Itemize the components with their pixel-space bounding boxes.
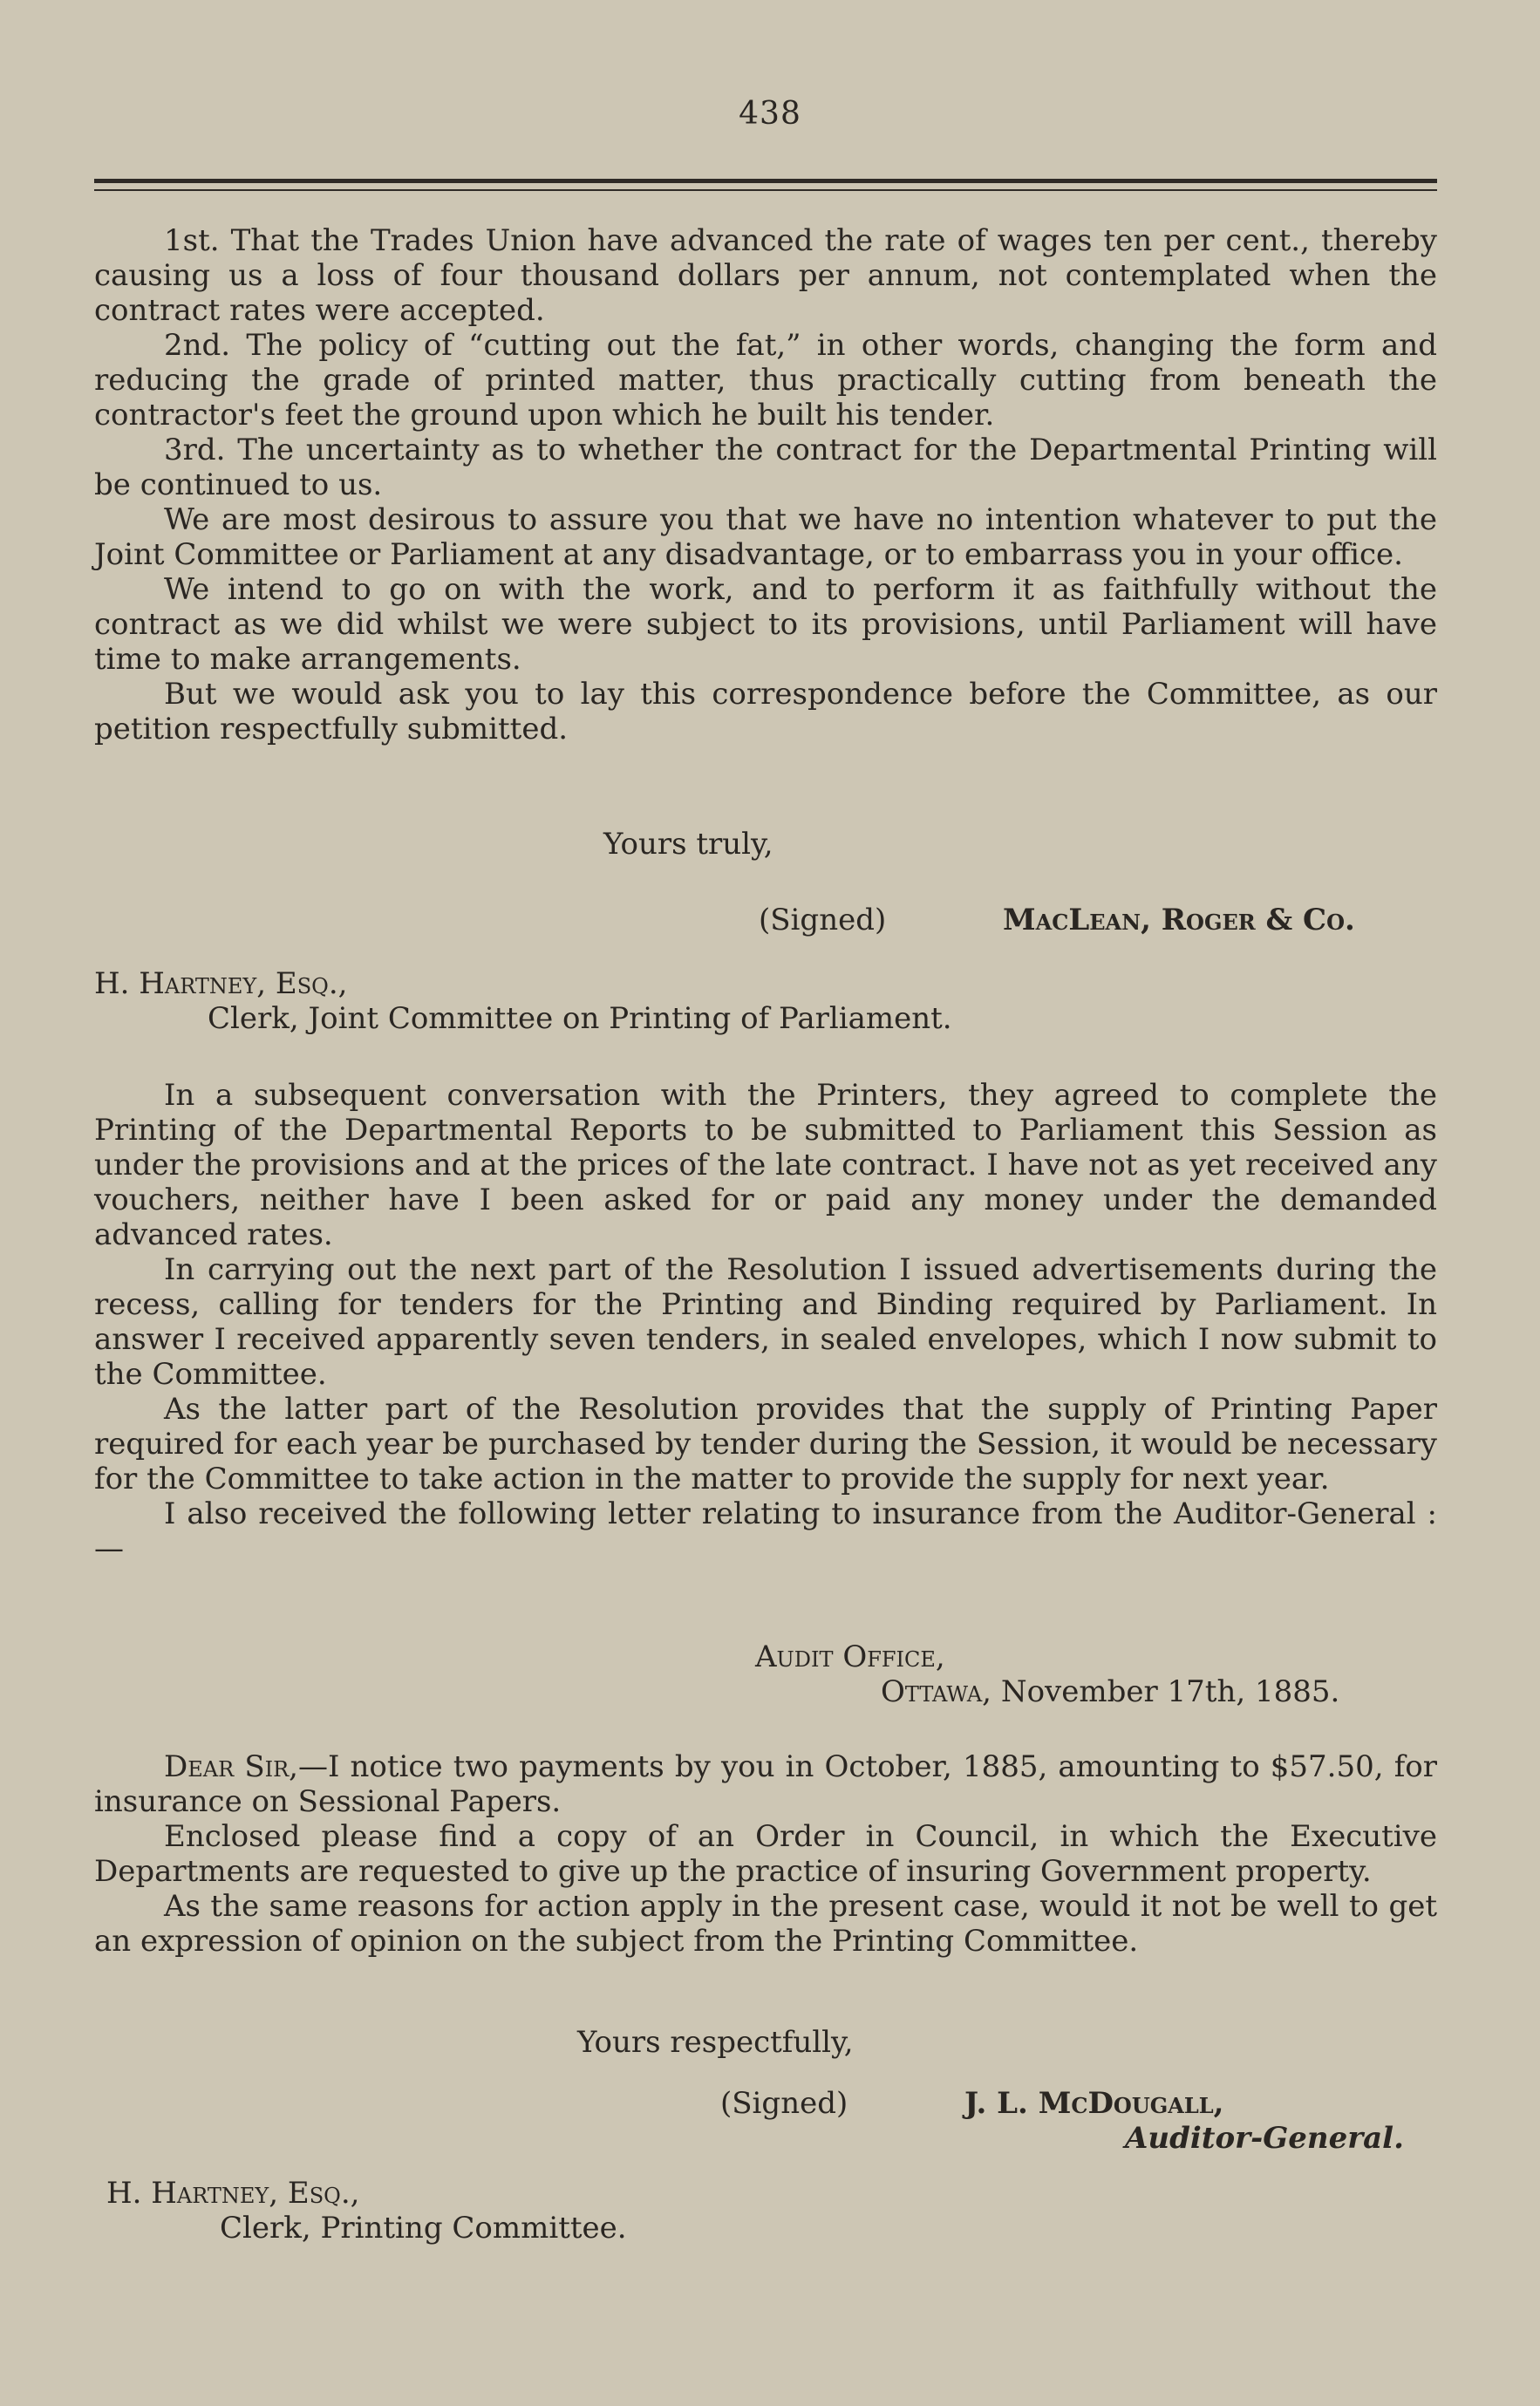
salutation: Dear Sir, — [164, 1749, 298, 1784]
paragraph-text: —I notice two payments by you in October, 1885, amounting to $57.50, for insurance on Sessional Papers. — [94, 1749, 1438, 1819]
letter-closing: Yours truly, — [603, 827, 773, 862]
paragraph: We intend to go on with the work, and to perform it as faithfully without the contract as we did whilst we were subject to its provisions, until Parliament will have time to make arrangements. — [94, 572, 1437, 677]
signatory-name: J. L. McDougall, — [964, 2086, 1224, 2121]
signed-label: (Signed) — [759, 903, 887, 937]
paragraph: We are most desirous to assure you that we have no intention whatever to put the Joint Committee or Parliament at any disadvantage, or to embarrass you in your office. — [94, 502, 1437, 572]
paragraph: In carrying out the next part of the Resolution I issued advertisements during the recess, calling for tenders for the Printing and Binding required by Parliament. In answer I received apparently seven tenders, in sealed envelopes, which I now submit to the Committee. — [94, 1252, 1437, 1392]
letter-date: November 17th, 1885. — [1000, 1674, 1340, 1709]
paragraph: Enclosed please find a copy of an Order in Council, in which the Executive Departments are requested to give up the practice of insuring Government property. — [94, 1819, 1437, 1889]
page-number: 438 — [739, 96, 801, 132]
letter-closing: Yours respectfully, — [577, 2025, 854, 2060]
header-rule-thick — [94, 179, 1437, 183]
addressee-name: H. Hartney, Esq., — [94, 966, 348, 1001]
letter-office: Audit Office, — [755, 1639, 945, 1674]
header-rule-thin — [94, 189, 1437, 191]
addressee-title: Clerk, Printing Committee. — [220, 2211, 627, 2246]
letter-place-date — [881, 1674, 1339, 1709]
signed-label: (Signed) — [720, 2086, 848, 2121]
auditor-letter-body — [94, 1749, 1437, 1959]
report-text — [94, 1078, 1437, 1566]
paragraph: As the latter part of the Resolution provides that the supply of Printing Paper required for each year be purchased by tender during the Session, it would be necessary for the Committee to take action in the matter to provide the supply for next year. — [94, 1392, 1437, 1496]
paragraph: But we would ask you to lay this correspondence before the Committee, as our petition respectfully submitted. — [94, 677, 1437, 746]
paragraph: I also received the following letter relating to insurance from the Auditor-General :— — [94, 1496, 1437, 1566]
letter-place: Ottawa, — [881, 1674, 991, 1709]
signatory-firm: MacLean, Roger & Co. — [1003, 903, 1355, 937]
addressee-title: Clerk, Joint Committee on Printing of Parliament. — [208, 1001, 952, 1036]
petition-text — [94, 223, 1437, 746]
paragraph: As the same reasons for action apply in the present case, would it not be well to get an expression of opinion on the subject from the Printing Committee. — [94, 1889, 1437, 1959]
paragraph: 3rd. The uncertainty as to whether the contract for the Departmental Printing will be continued to us. — [94, 433, 1437, 502]
addressee-name: H. Hartney, Esq., — [106, 2176, 360, 2211]
paragraph — [94, 1749, 1437, 1819]
signatory-title: Auditor-General. — [1125, 2121, 1404, 2156]
paragraph: 1st. That the Trades Union have advanced the rate of wages ten per cent., thereby causing us a loss of four thousand dollars per annum, not contemplated when the contract rates were accepted. — [94, 223, 1437, 328]
paragraph: 2nd. The policy of “cutting out the fat,” in other words, changing the form and reducing the grade of printed matter, thus practically cutting from beneath the contractor's feet the ground upon which he built his tender. — [94, 328, 1437, 433]
paragraph: In a subsequent conversation with the Printers, they agreed to complete the Printing of the Departmental Reports to be submitted to Parliament this Session as under the provisions and at the prices of the late contract. I have not as yet received any vouchers, neither have I been asked for or paid any money under the demanded advanced rates. — [94, 1078, 1437, 1252]
